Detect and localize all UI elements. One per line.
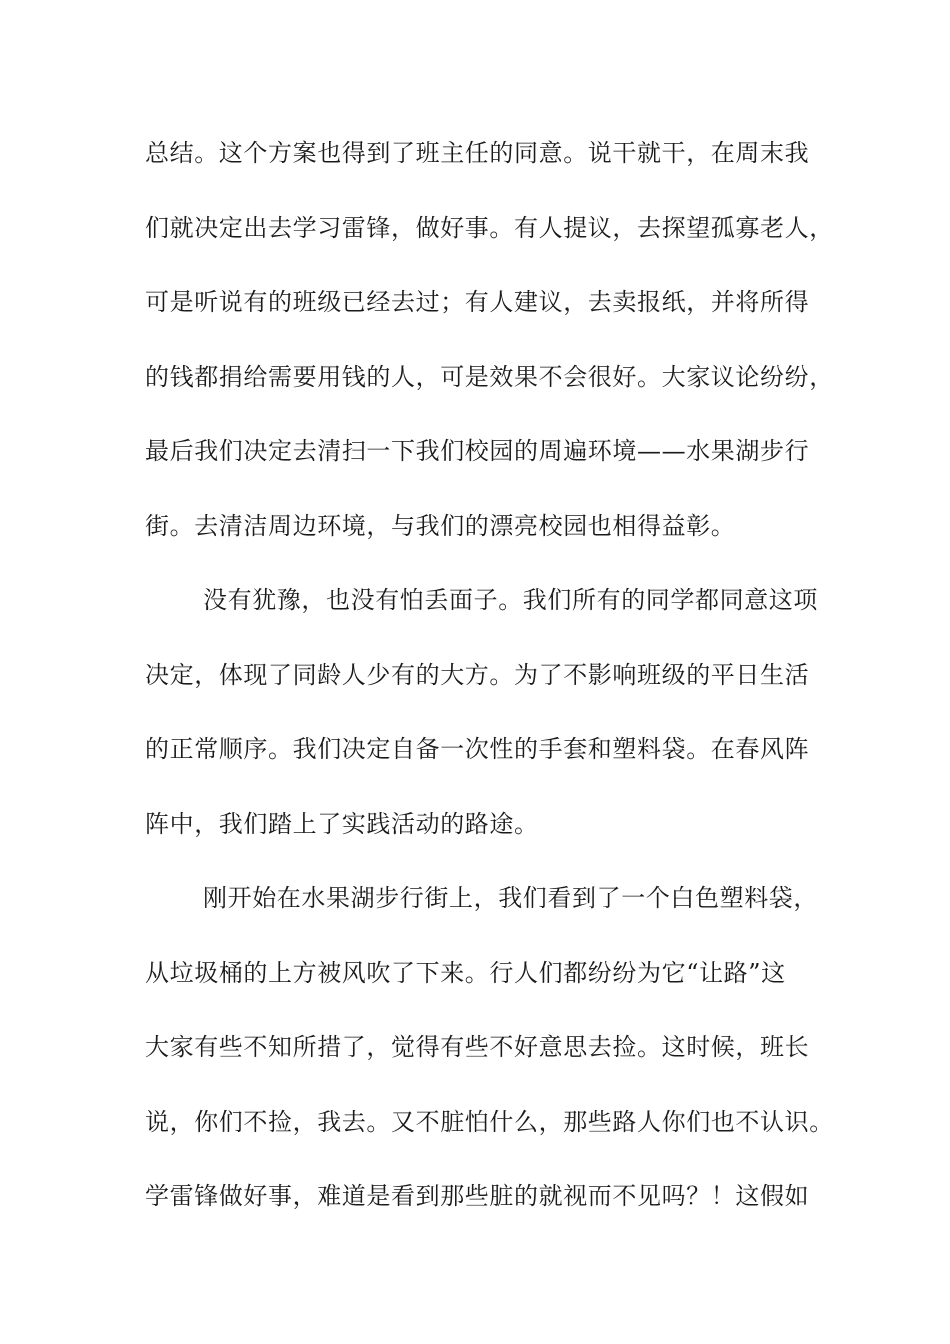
body-text [145, 129, 834, 1247]
text-line: 街。去清洁周边环境，与我们的漂亮校园也相得益彰。 [145, 511, 736, 540]
text-line: 可是听说有的班级已经去过；有人建议，去卖报纸，并将所得 [145, 288, 810, 316]
text-line: 的正常顺序。我们决定自备一次性的手套和塑料袋。在春风阵 [145, 735, 810, 763]
text-line: 学雷锋做好事，难道是看到那些脏的就视而不见吗？！这假如 [145, 1182, 810, 1210]
text-line: 从垃圾桶的上方被风吹了下来。行人们都纷纷为它“让路”这 [145, 958, 786, 987]
text-line: 总结。这个方案也得到了班主任的同意。说干就干，在周末我 [145, 139, 810, 167]
text-line: 最后我们决定去清扫一下我们校园的周遍环境——水果湖步行 [145, 437, 810, 465]
text-line: 说，你们不捡，我去。又不脏怕什么，那些路人你们也不认识。 [145, 1107, 834, 1136]
text-line: 们就决定出去学习雷锋，做好事。有人提议，去探望孤寡老人， [145, 213, 834, 242]
text-line: 阵中，我们踏上了实践活动的路途。 [145, 809, 539, 838]
text-line: 决定，体现了同龄人少有的大方。为了不影响班级的平日生活 [145, 660, 810, 689]
paragraph-first-line: 没有犹豫，也没有怕丢面子。我们所有的同学都同意这项 [203, 586, 818, 614]
paragraph-first-line: 刚开始在水果湖步行街上，我们看到了一个白色塑料袋， [203, 884, 818, 912]
text-line: 大家有些不知所措了，觉得有些不好意思去捡。这时候，班长 [145, 1033, 810, 1061]
text-line: 的钱都捐给需要用钱的人，可是效果不会很好。大家议论纷纷， [145, 362, 834, 391]
